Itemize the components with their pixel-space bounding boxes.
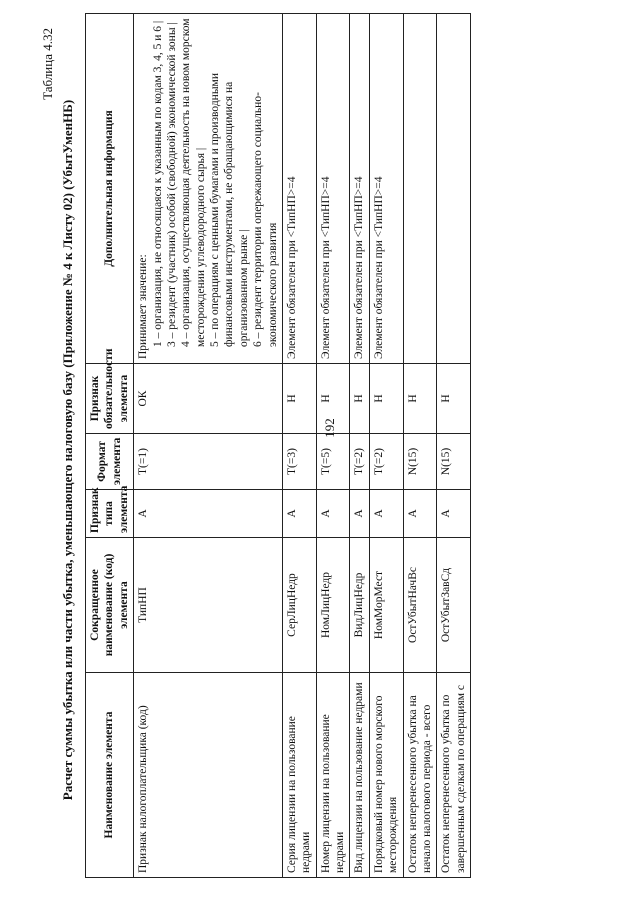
- element-required: Н: [282, 364, 316, 434]
- page-number: 192: [322, 418, 337, 438]
- table-header-row: [86, 14, 134, 878]
- header-format: Формат элемента: [86, 434, 134, 490]
- header-name: Наименование элемента: [86, 673, 134, 878]
- element-code: ТипНП: [134, 538, 283, 673]
- element-name: Номер лицензии на пользование недрами: [316, 673, 350, 878]
- element-name: Признак налогоплательщика (код): [134, 673, 283, 878]
- element-type: А: [437, 490, 471, 538]
- element-required: ОК: [134, 364, 283, 434]
- element-required: Н: [403, 364, 437, 434]
- element-format: T(=1): [134, 434, 283, 490]
- element-type: А: [282, 490, 316, 538]
- element-format: N(15): [403, 434, 437, 490]
- info-line: 4 – организация, осуществляющая деятельность на новом морском месторождении углеводородного сырья |: [180, 18, 207, 347]
- element-format: T(=2): [369, 434, 403, 490]
- element-name: Порядковый номер нового морского месторождения: [369, 673, 403, 878]
- info-line: Принимает значение:: [137, 254, 150, 359]
- element-name: Серия лицензии на пользование недрами: [282, 673, 316, 878]
- header-code: Сокращенное наименование (код) элемента: [86, 538, 134, 673]
- element-code: НомМорМест: [369, 538, 403, 673]
- element-required: Н: [437, 364, 471, 434]
- table-caption: Таблица 4.32: [40, 28, 55, 100]
- header-required: Признак обязательности элемента: [86, 364, 134, 434]
- document-title: Расчет суммы убытка или части убытка, уменьшающего налоговую базу (Приложение № 4 к Листу 02) (УбытУменНБ): [60, 99, 75, 801]
- table-row: [316, 14, 350, 878]
- table-row: [350, 14, 369, 878]
- element-info: Элемент обязателен при <ТипНП>=4: [282, 14, 316, 364]
- info-line: 6 – резидент территории опережающего социально-экономического развития: [252, 92, 279, 347]
- element-required: Н: [350, 364, 369, 434]
- table-row: [134, 14, 283, 878]
- element-code: ОстУбытЗавСд: [437, 538, 471, 673]
- element-name: Вид лицензии на пользование недрами: [350, 673, 369, 878]
- element-info: Элемент обязателен при <ТипНП>=4: [369, 14, 403, 364]
- element-format: T(=5): [316, 434, 350, 490]
- info-line: 3 – резидент (участник) особой (свободной) экономической зоны |: [165, 22, 178, 347]
- element-type: А: [369, 490, 403, 538]
- element-format: T(=3): [282, 434, 316, 490]
- element-info: Элемент обязателен при <ТипНП>=4: [350, 14, 369, 364]
- element-name: Остаток неперенесенного убытка по завершенным сделкам по операциям с: [437, 673, 471, 878]
- element-format: N(15): [437, 434, 471, 490]
- element-code: НомЛицНедр: [316, 538, 350, 673]
- elements-table: [85, 13, 471, 878]
- element-code: ВидЛицНедр: [350, 538, 369, 673]
- element-type: А: [316, 490, 350, 538]
- element-info: [437, 14, 471, 364]
- info-line: 1 – организация, не относящаяся к указанным по кодам 3, 4, 5 и 6 |: [151, 20, 164, 347]
- table-row: [282, 14, 316, 878]
- element-type: А: [134, 490, 283, 538]
- table-row: [437, 14, 471, 878]
- element-name: Остаток неперенесенного убытка на начало налогового периода - всего: [403, 673, 437, 878]
- header-type: Признак типа элемента: [86, 490, 134, 538]
- element-format: T(=2): [350, 434, 369, 490]
- info-line: 5 – по операциям с ценными бумагами и производными финансовыми инструментами, не обращающимися на организованном рынке |: [209, 73, 250, 347]
- element-required: Н: [369, 364, 403, 434]
- table-row: [403, 14, 437, 878]
- element-required: Н: [316, 364, 350, 434]
- element-info: [403, 14, 437, 364]
- element-code: СерЛицНедр: [282, 538, 316, 673]
- element-info: Элемент обязателен при <ТипНП>=4: [316, 14, 350, 364]
- table-row: [369, 14, 403, 878]
- info-list: [136, 18, 280, 359]
- element-type: А: [350, 490, 369, 538]
- header-info: Дополнительная информация: [86, 14, 134, 364]
- element-info: [134, 14, 283, 364]
- element-code: ОстУбытНачВс: [403, 538, 437, 673]
- element-type: А: [403, 490, 437, 538]
